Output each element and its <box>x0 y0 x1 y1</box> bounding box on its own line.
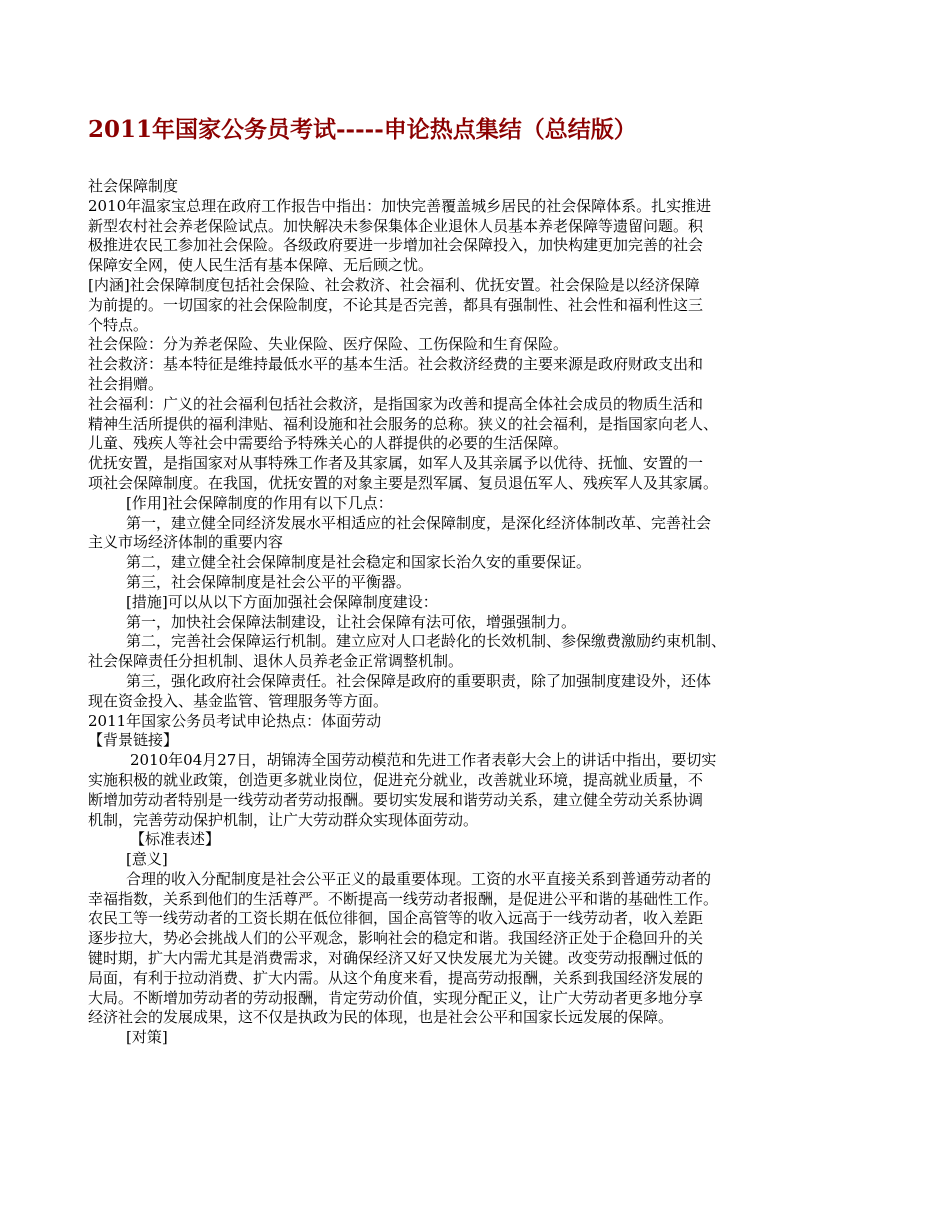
text-line: 合理的收入分配制度是社会公平正义的最重要体现。工资的水平直接关系到普通劳动者的 <box>126 869 712 888</box>
text-line: 社会福利：广义的社会福利包括社会救济，是指国家为改善和提高全体社会成员的物质生活和 <box>88 394 704 413</box>
text-line: 社会保障制度 <box>88 177 179 195</box>
text-line: 实施积极的就业政策，创造更多就业岗位，促进充分就业，改善就业环境，提高就业质量，不 <box>88 770 704 789</box>
text-line: 2010年温家宝总理在政府工作报告中指出：加快完善覆盖城乡居民的社会保障体系。扎实推进 <box>88 196 712 215</box>
text-line: 保障安全网，使人民生活有基本保障、无后顾之忧。 <box>88 256 434 275</box>
text-line: 社会保障责任分担机制、退休人员养老金正常调整机制。 <box>88 652 464 671</box>
text-line: 局面，有利于拉动消费、扩大内需。从这个角度来看，提高劳动报酬，关系到我国经济发展的 <box>88 968 704 987</box>
text-line: 2011年国家公务员考试申论热点：体面劳动 <box>88 711 382 730</box>
text-line: 社会保险：分为养老保险、失业保险、医疗保险、工伤保险和生育保险。 <box>88 335 569 354</box>
text-line: 极推进农民工参加社会保险。各级政府要进一步增加社会保障投入，加快构建更加完善的社会 <box>88 236 704 255</box>
text-line: 精神生活所提供的福利津贴、福利设施和社会服务的总称。狭义的社会福利，是指国家向老人、 <box>88 414 719 433</box>
text-line: 机制，完善劳动保护机制，让广大劳动群众实现体面劳动。 <box>88 810 479 829</box>
text-line: 新型农村社会养老保险试点。加快解决未参保集体企业退休人员基本养老保障等遗留问题。积 <box>88 216 704 235</box>
text-line: [措施]可以从以下方面加强社会保障制度建设： <box>126 592 438 611</box>
text-line: [内涵]社会保障制度包括社会保险、社会救济、社会福利、优抚安置。社会保险是以经济保障 <box>88 275 700 294</box>
document-body <box>88 177 868 1048</box>
document-title: 2011年国家公务员考试-----申论热点集结（总结版） <box>88 116 637 143</box>
text-line: 第二，建立健全社会保障制度是社会稳定和国家长治久安的重要保证。 <box>126 553 592 572</box>
text-line: 项社会保障制度。在我国，优抚安置的对象主要是烈军属、复员退伍军人、残疾军人及其家属。 <box>88 473 719 492</box>
text-line: 个特点。 <box>88 315 149 334</box>
text-line: 第二，完善社会保障运行机制。建立应对人口老龄化的长效机制、参保缴费激励约束机制、 <box>126 632 727 651</box>
text-line: [作用]社会保障制度的作用有以下几点： <box>126 493 393 512</box>
text-line: 第三，强化政府社会保障责任。社会保障是政府的重要职责，除了加强制度建设外，还体 <box>126 671 712 690</box>
text-line: 幸福指数，关系到他们的生活尊严。不断提高一线劳动者报酬，是促进公平和谐的基础性工作。 <box>88 889 719 908</box>
text-line: 2010年04月27日，胡锦涛全国劳动模范和先进工作者表彰大会上的讲话中指出，要切实 <box>130 751 717 770</box>
text-line: 键时期，扩大内需尤其是消费需求，对确保经济又好又快发展尤为关键。改变劳动报酬过低的 <box>88 949 704 968</box>
text-line: 第一，加快社会保障法制建设，让社会保障有法可依，增强强制力。 <box>126 612 577 631</box>
text-line: [对策] <box>126 1028 168 1047</box>
text-line: 主义市场经济体制的重要内容 <box>88 533 284 552</box>
text-line: 社会捐赠。 <box>88 374 164 393</box>
text-line: 【标准表述】 <box>130 830 221 849</box>
text-line: 大局。不断增加劳动者的劳动报酬，肯定劳动价值，实现分配正义，让广大劳动者更多地分享 <box>88 988 704 1007</box>
text-line: 【背景链接】 <box>88 731 179 750</box>
text-line: 第一，建立健全同经济发展水平相适应的社会保障制度，是深化经济体制改革、完善社会 <box>126 513 712 532</box>
text-line: 优抚安置，是指国家对从事特殊工作者及其家属，如军人及其亲属予以优待、抚恤、安置的一 <box>88 454 704 473</box>
text-line: 经济社会的发展成果，这不仅是执政为民的体现，也是社会公平和国家长远发展的保障。 <box>88 1008 674 1027</box>
text-line: 第三，社会保障制度是社会公平的平衡器。 <box>126 572 412 591</box>
text-line: 农民工等一线劳动者的工资长期在低位徘徊，国企高管等的收入远高于一线劳动者，收入差距 <box>88 909 704 928</box>
text-line: [意义] <box>126 850 168 869</box>
text-line: 社会救济：基本特征是维持最低水平的基本生活。社会救济经费的主要来源是政府财政支出和 <box>88 355 704 374</box>
text-line: 逐步拉大，势必会挑战人们的公平观念，影响社会的稳定和谐。我国经济正处于企稳回升的关 <box>88 929 704 948</box>
text-line: 断增加劳动者特别是一线劳动者劳动报酬。要切实发展和谐劳动关系，建立健全劳动关系协调 <box>88 790 704 809</box>
text-line: 现在资金投入、基金监管、管理服务等方面。 <box>88 691 389 710</box>
text-line: 儿童、残疾人等社会中需要给予特殊关心的人群提供的必要的生活保障。 <box>88 434 569 453</box>
text-line: 为前提的。一切国家的社会保险制度，不论其是否完善，都具有强制性、社会性和福利性这三 <box>88 295 704 314</box>
